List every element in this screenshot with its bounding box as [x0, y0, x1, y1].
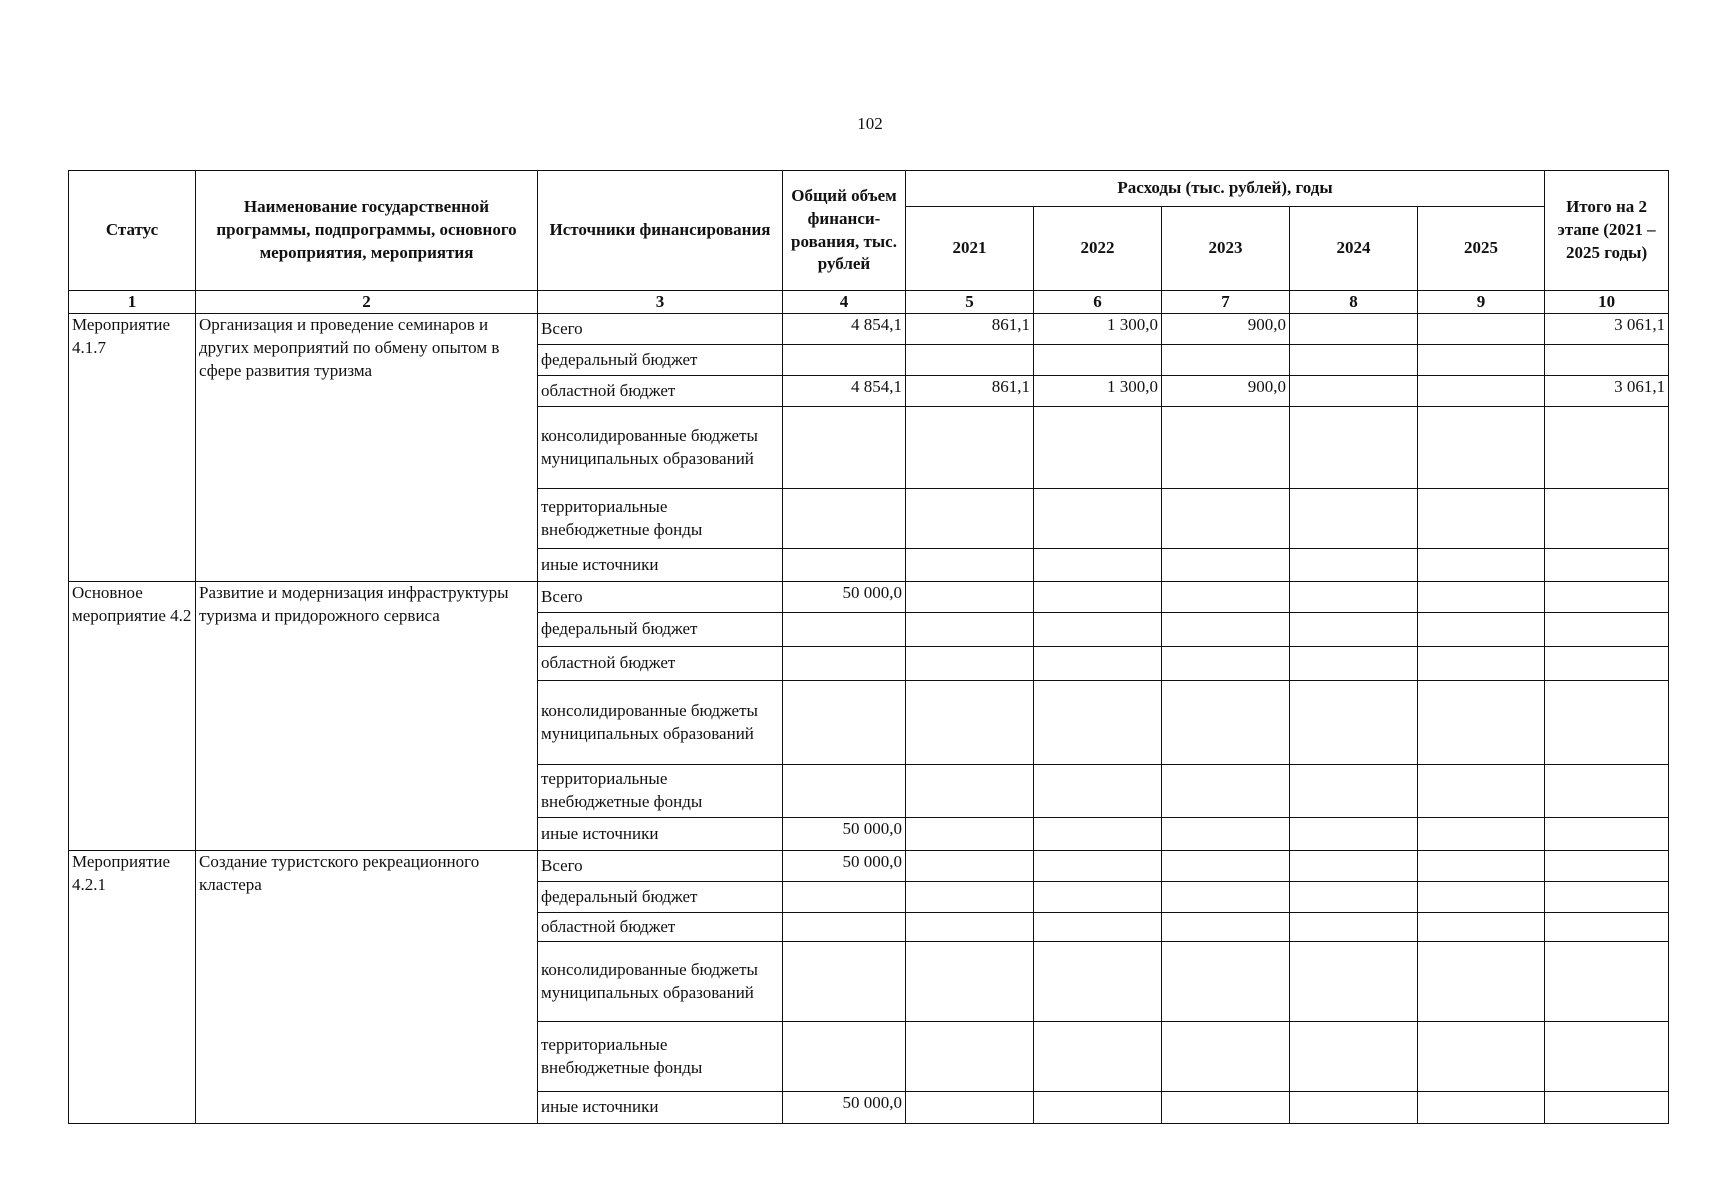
year-value-cell [906, 582, 1034, 613]
source-cell: федеральный бюджет [538, 613, 783, 647]
year-value-cell [906, 647, 1034, 681]
stage-total-cell [1545, 681, 1669, 765]
status-cell: Основное мероприятие 4.2 [69, 582, 196, 851]
source-cell: консолидированные бюджеты муниципальных образований [538, 942, 783, 1022]
year-value-cell [1418, 489, 1545, 549]
year-value-cell [1162, 407, 1290, 489]
source-cell: областной бюджет [538, 376, 783, 407]
year-value-cell [1034, 407, 1162, 489]
year-value-cell [1290, 765, 1418, 818]
year-value-cell [1418, 345, 1545, 376]
year-value-cell [1034, 942, 1162, 1022]
year-value-cell [1290, 818, 1418, 851]
year-value-cell [906, 1092, 1034, 1124]
year-value-cell [1162, 818, 1290, 851]
source-cell: территориальные внебюджетные фонды [538, 1022, 783, 1092]
table-body [69, 314, 1669, 1124]
total-value-cell [783, 882, 906, 913]
year-value-cell [1162, 582, 1290, 613]
total-value-cell: 50 000,0 [783, 818, 906, 851]
column-number: 7 [1162, 291, 1290, 314]
source-cell: Всего [538, 314, 783, 345]
source-cell: Всего [538, 851, 783, 882]
year-value-cell [906, 765, 1034, 818]
total-value-cell: 50 000,0 [783, 1092, 906, 1124]
year-value-cell [1162, 549, 1290, 582]
stage-total-cell: 3 061,1 [1545, 376, 1669, 407]
year-value-cell: 1 300,0 [1034, 314, 1162, 345]
total-value-cell [783, 647, 906, 681]
header-total: Общий объем финанси-рования, тыс. рублей [783, 171, 906, 291]
year-value-cell [1290, 1022, 1418, 1092]
year-value-cell: 861,1 [906, 314, 1034, 345]
year-value-cell [1034, 613, 1162, 647]
stage-total-cell [1545, 489, 1669, 549]
total-value-cell [783, 345, 906, 376]
year-value-cell [1290, 681, 1418, 765]
year-value-cell [906, 1022, 1034, 1092]
stage-total-cell: 3 061,1 [1545, 314, 1669, 345]
year-value-cell [1418, 376, 1545, 407]
year-value-cell [1290, 582, 1418, 613]
stage-total-cell [1545, 345, 1669, 376]
source-cell: федеральный бюджет [538, 345, 783, 376]
stage-total-cell [1545, 765, 1669, 818]
status-cell: Мероприятие 4.2.1 [69, 851, 196, 1124]
table-header [69, 171, 1669, 314]
year-value-cell [1418, 765, 1545, 818]
year-value-cell: 1 300,0 [1034, 376, 1162, 407]
source-cell: федеральный бюджет [538, 882, 783, 913]
year-value-cell [906, 681, 1034, 765]
stage-total-cell [1545, 913, 1669, 942]
year-value-cell [1034, 549, 1162, 582]
status-cell: Мероприятие 4.1.7 [69, 314, 196, 582]
name-cell: Создание туристского рекреационного кластера [196, 851, 538, 1124]
total-value-cell: 4 854,1 [783, 376, 906, 407]
source-cell: Всего [538, 582, 783, 613]
year-value-cell [1418, 647, 1545, 681]
total-value-cell: 50 000,0 [783, 851, 906, 882]
header-stage-total: Итого на 2 этапе (2021 – 2025 годы) [1545, 171, 1669, 291]
total-value-cell [783, 765, 906, 818]
year-value-cell [1162, 882, 1290, 913]
stage-total-cell [1545, 1022, 1669, 1092]
source-cell: иные источники [538, 1092, 783, 1124]
year-value-cell [1290, 345, 1418, 376]
year-value-cell: 900,0 [1162, 376, 1290, 407]
year-value-cell [1034, 882, 1162, 913]
header-year: 2021 [906, 207, 1034, 291]
year-value-cell [1290, 314, 1418, 345]
year-value-cell [906, 489, 1034, 549]
source-cell: консолидированные бюджеты муниципальных образований [538, 407, 783, 489]
column-number: 8 [1290, 291, 1418, 314]
column-number: 4 [783, 291, 906, 314]
stage-total-cell [1545, 851, 1669, 882]
source-cell: иные источники [538, 818, 783, 851]
table-row [69, 851, 1669, 882]
budget-table [68, 170, 1669, 1124]
source-cell: областной бюджет [538, 647, 783, 681]
year-value-cell [906, 549, 1034, 582]
stage-total-cell [1545, 647, 1669, 681]
header-name: Наименование государственной программы, подпрограммы, основного мероприятия, мероприятия [196, 171, 538, 291]
year-value-cell [906, 613, 1034, 647]
year-value-cell [1290, 407, 1418, 489]
year-value-cell [1290, 882, 1418, 913]
stage-total-cell [1545, 549, 1669, 582]
year-value-cell [1418, 582, 1545, 613]
year-value-cell [1418, 613, 1545, 647]
column-number: 3 [538, 291, 783, 314]
year-value-cell [1162, 613, 1290, 647]
year-value-cell [1418, 1092, 1545, 1124]
year-value-cell [1162, 1092, 1290, 1124]
stage-total-cell [1545, 613, 1669, 647]
header-expenses: Расходы (тыс. рублей), годы [906, 171, 1545, 207]
year-value-cell [906, 345, 1034, 376]
stage-total-cell [1545, 942, 1669, 1022]
column-number: 6 [1034, 291, 1162, 314]
year-value-cell [1290, 647, 1418, 681]
total-value-cell [783, 489, 906, 549]
source-cell: иные источники [538, 549, 783, 582]
year-value-cell [1418, 913, 1545, 942]
year-value-cell [906, 407, 1034, 489]
name-cell: Организация и проведение семинаров и других мероприятий по обмену опытом в сфере развития туризма [196, 314, 538, 582]
table-row [69, 314, 1669, 345]
column-number: 5 [906, 291, 1034, 314]
total-value-cell [783, 942, 906, 1022]
year-value-cell [1418, 942, 1545, 1022]
year-value-cell [1162, 345, 1290, 376]
total-value-cell [783, 681, 906, 765]
year-value-cell [1418, 1022, 1545, 1092]
header-year: 2025 [1418, 207, 1545, 291]
year-value-cell [1034, 582, 1162, 613]
table-row [69, 582, 1669, 613]
year-value-cell [1290, 851, 1418, 882]
header-status: Статус [69, 171, 196, 291]
column-number-row [69, 291, 1669, 314]
header-sources: Источники финансирования [538, 171, 783, 291]
page-number: 102 [857, 114, 883, 133]
total-value-cell [783, 407, 906, 489]
total-value-cell [783, 549, 906, 582]
source-cell: территориальные внебюджетные фонды [538, 489, 783, 549]
stage-total-cell [1545, 818, 1669, 851]
year-value-cell [1418, 407, 1545, 489]
year-value-cell [1162, 851, 1290, 882]
year-value-cell [1034, 1092, 1162, 1124]
header-year: 2024 [1290, 207, 1418, 291]
year-value-cell [1162, 765, 1290, 818]
year-value-cell [1418, 314, 1545, 345]
year-value-cell: 900,0 [1162, 314, 1290, 345]
year-value-cell [1290, 1092, 1418, 1124]
year-value-cell [906, 851, 1034, 882]
total-value-cell [783, 913, 906, 942]
year-value-cell [1162, 681, 1290, 765]
total-value-cell: 4 854,1 [783, 314, 906, 345]
total-value-cell [783, 613, 906, 647]
column-number: 9 [1418, 291, 1545, 314]
year-value-cell [1162, 1022, 1290, 1092]
year-value-cell [1034, 647, 1162, 681]
name-cell: Развитие и модернизация инфраструктуры туризма и придорожного сервиса [196, 582, 538, 851]
year-value-cell [1162, 647, 1290, 681]
year-value-cell [1290, 913, 1418, 942]
year-value-cell [1418, 851, 1545, 882]
stage-total-cell [1545, 582, 1669, 613]
year-value-cell [906, 913, 1034, 942]
year-value-cell [1034, 913, 1162, 942]
year-value-cell [1290, 613, 1418, 647]
column-number: 1 [69, 291, 196, 314]
year-value-cell: 861,1 [906, 376, 1034, 407]
year-value-cell [1034, 345, 1162, 376]
year-value-cell [1418, 681, 1545, 765]
year-value-cell [1162, 489, 1290, 549]
year-value-cell [1418, 882, 1545, 913]
total-value-cell: 50 000,0 [783, 582, 906, 613]
year-value-cell [1290, 376, 1418, 407]
year-value-cell [1290, 549, 1418, 582]
year-value-cell [1034, 489, 1162, 549]
year-value-cell [1034, 851, 1162, 882]
column-number: 10 [1545, 291, 1669, 314]
year-value-cell [906, 942, 1034, 1022]
year-value-cell [1034, 818, 1162, 851]
year-value-cell [1290, 942, 1418, 1022]
year-value-cell [1290, 489, 1418, 549]
year-value-cell [906, 882, 1034, 913]
year-value-cell [1034, 765, 1162, 818]
header-year: 2022 [1034, 207, 1162, 291]
year-value-cell [1162, 913, 1290, 942]
stage-total-cell [1545, 407, 1669, 489]
year-value-cell [1418, 549, 1545, 582]
column-number: 2 [196, 291, 538, 314]
stage-total-cell [1545, 1092, 1669, 1124]
source-cell: консолидированные бюджеты муниципальных образований [538, 681, 783, 765]
source-cell: областной бюджет [538, 913, 783, 942]
total-value-cell [783, 1022, 906, 1092]
year-value-cell [1162, 942, 1290, 1022]
year-value-cell [1034, 681, 1162, 765]
year-value-cell [906, 818, 1034, 851]
year-value-cell [1418, 818, 1545, 851]
year-value-cell [1034, 1022, 1162, 1092]
stage-total-cell [1545, 882, 1669, 913]
source-cell: территориальные внебюджетные фонды [538, 765, 783, 818]
header-year: 2023 [1162, 207, 1290, 291]
